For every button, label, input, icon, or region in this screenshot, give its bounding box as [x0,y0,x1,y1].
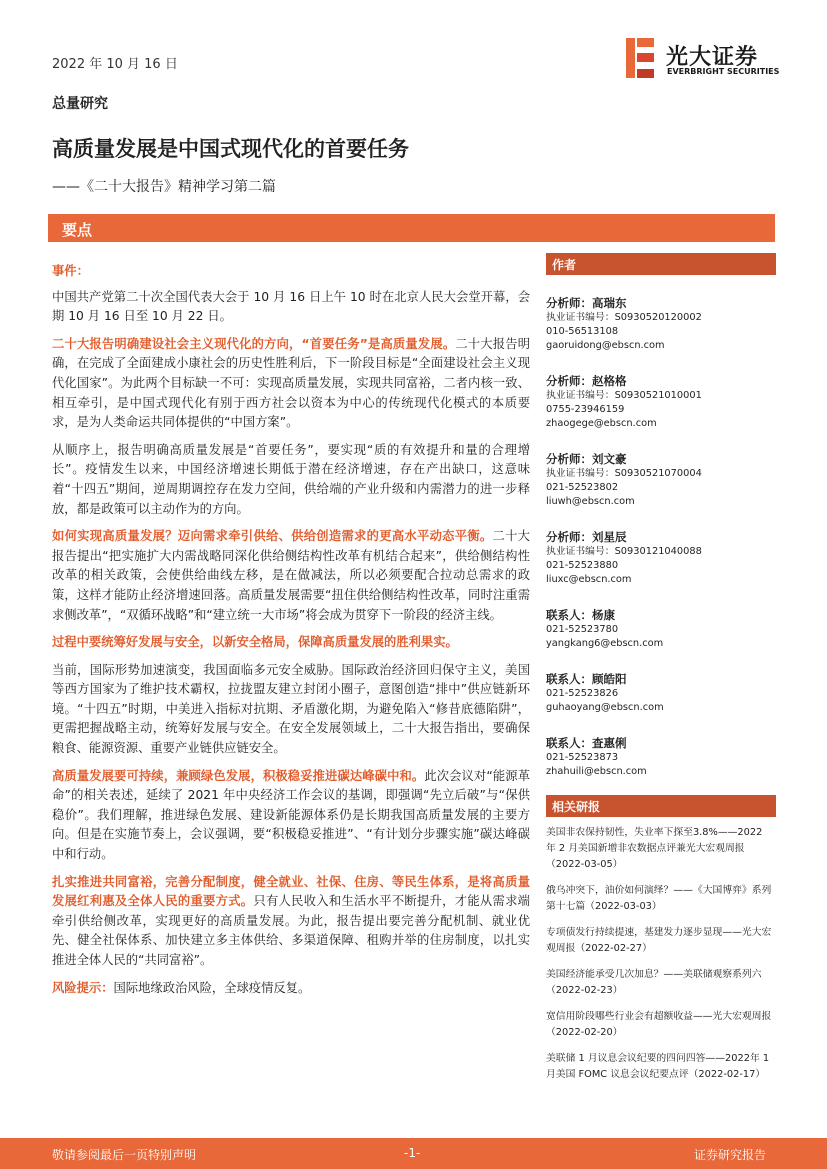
author-email[interactable]: liuxc@ebscn.com [546,574,632,585]
report-date: 2022 年 10 月 16 日 [52,57,178,72]
author-role: 分析师：赵格格 [546,374,627,388]
paragraph-5-heading: 高质量发展要可持续，兼顾绿色发展，积极稳妥推进碳达峰碳中和。 [52,768,425,783]
author-phone: 021-52523880 [546,560,619,571]
page-number: -1- [404,1146,421,1160]
author-role: 分析师：刘星辰 [546,530,627,544]
author-cert: 执业证书编号：S0930520120002 [546,312,702,323]
paragraph-3-heading: 如何实现高质量发展？迈向需求牵引供给、供给创造需求的更高水平动态平衡。 [52,529,493,544]
paragraph-2: 从顺序上，报告明确高质量发展是“首要任务”，要实现“质的有效提升和量的合理增长”。疫情发生以来，中国经济增速长期低于潜在经济增速，存在产出缺口，这意味着“十四五”期间，逆周期调控存在发力空间，供给端的产业升级和内需潜力的进一步释放，都是政策可以主动作为的方向。 [52,442,530,516]
risk-text: 国际地缘政治风险，全球疫情反复。 [113,980,311,995]
contact-role: 联系人：顾皓阳 [546,672,627,686]
report-title: 高质量发展是中国式现代化的首要任务 [52,137,409,161]
logo-english-name: EVERBRIGHT SECURITIES [667,67,780,76]
related-report-link[interactable]: 宽信用阶段哪些行业会有超额收益——光大宏观周报（2022-02-20） [546,1011,772,1038]
footer-report-type: 证券研究报告 [694,1148,767,1162]
contact-phone: 021-52523826 [546,688,619,699]
author-entry [546,451,776,509]
paragraph-3 [52,527,530,625]
everbright-logo-icon [626,38,654,78]
main-content [52,262,530,1006]
author-phone: 010-56513108 [546,326,619,337]
related-report-link[interactable]: 美国经济能承受几次加息？——美联储观察系列六（2022-02-23） [546,969,762,996]
contact-role: 联系人：杨康 [546,608,615,622]
authors-header: 作者 [546,253,776,275]
author-email[interactable]: zhaogege@ebscn.com [546,418,657,429]
paragraph-6 [52,873,530,971]
author-phone: 021-52523802 [546,482,619,493]
sidebar [546,253,776,1083]
risk-warning [52,979,530,999]
contact-phone: 021-52523780 [546,624,619,635]
contact-entry [546,671,776,715]
paragraph-5-body: 此次会议对“能源革命”的相关表述，延续了 2021 年中央经济工作会议的基调，即强调“先立后破”与“保供稳价”。我们理解，推进绿色发展、建设新能源体系仍是长期我国高质量发展的主要方向。但是在实施节奏上，会议强调，要“积极稳妥推进”、“有计划分步骤实施”碳达峰碳中和行动。 [52,768,530,862]
author-cert: 执业证书编号：S0930521070004 [546,468,702,479]
paragraph-4-body: 当前，国际形势加速演变，我国面临多元安全威胁。国际政治经济回归保守主义，美国等西方国家为了维护技术霸权，拉拢盟友建立封闭小圈子，意图创造“排中”供应链新环境。“十四五”时期，中美进入指标对抗期、矛盾激化期，为避免陷入“修昔底德陷阱”，更需把握战略主动，统筹好发展与安全。在安全发展领域上，二十大报告指出，要确保粮食、能源资源、重要产业链供应链安全。 [52,662,530,756]
author-email[interactable]: gaoruidong@ebscn.com [546,340,665,351]
paragraph-1-body: 二十大报告明确，在完成了全面建成小康社会的历史性胜利后，下一阶段目标是“全面建设社会主义现代化国家”。为此两个目标缺一不可：实现高质量发展，实现共同富裕，二者内核一致、相互牵引，是中国式现代化有别于西方社会以资本为中心的传统现代化模式的本质要求，是为人类命运共同体提供的“中国方案”。 [52,336,530,430]
report-subtitle: ——《二十大报告》精神学习第二篇 [52,179,276,195]
related-report-link[interactable]: 美联储 1 月议息会议纪要的四问四答——2022年 1 月美国 FOMC 议息会议纪要点评（2022-02-17） [546,1053,770,1080]
related-report-link[interactable]: 专项债发行持续提速，基建发力逐步显现——光大宏观周报（2022-02-27） [546,927,772,954]
author-role: 分析师：刘文豪 [546,452,627,466]
paragraph-3-body: 二十大报告提出“把实施扩大内需战略同深化供给侧结构性改革有机结合起来”，供给侧结构性改革的相关政策，会使供给曲线左移，是在做减法，所以必须要配合拉动总需求的政策，这样才能防止经济增速回落。高质量发展需要“扭住供给侧结构性改革，同时注重需求侧改革”，“双循环战略”和“建立统一大市场”将会成为贯穿下一阶段的经济主线。 [52,529,530,622]
key-points-bar [48,214,775,242]
author-entry [546,295,776,353]
event-text: 中国共产党第二十次全国代表大会于 10 月 16 日上午 10 时在北京人民大会堂开幕，会期 10 月 16 日至 10 月 22 日。 [52,289,530,324]
risk-label: 风险提示： [52,980,114,995]
author-role: 分析师：高瑞东 [546,296,627,310]
event-label: 事件： [52,264,89,278]
author-phone: 0755-23946159 [546,404,625,415]
contact-role: 联系人：查惠俐 [546,736,627,750]
author-cert: 执业证书编号：S0930521010001 [546,390,702,401]
paragraph-4-heading: 过程中要统筹好发展与安全，以新安全格局，保障高质量发展的胜利果实。 [52,635,458,650]
footer-disclaimer: 敬请参阅最后一页特别声明 [52,1148,197,1162]
paragraph-1 [52,335,530,433]
contact-email[interactable]: zhahuili@ebscn.com [546,766,647,777]
paragraph-5 [52,767,530,865]
paragraph-1-heading: 二十大报告明确建设社会主义现代化的方向，“首要任务”是高质量发展。 [52,336,456,351]
logo-chinese-name: 光大证券 [666,45,759,70]
paragraph-6-body: 只有人民收入和生活水平不断提升，才能从需求端牵引供给侧改革，实现更好的高质量发展。为此，报告提出要完善分配机制、就业优先、健全社保体系、加快建立多主体供给、多渠道保障、租购并举的住房制度，以扎实推进全体人民的“共同富裕”。 [52,894,530,967]
author-email[interactable]: liuwh@ebscn.com [546,496,635,507]
related-report-link[interactable]: 俄乌冲突下，油价如何演绎？——《大国博弈》系列第十七篇（2022-03-03） [546,885,772,912]
contact-phone: 021-52523873 [546,752,619,763]
paragraph-6-heading: 扎实推进共同富裕，完善分配制度，健全就业、社保、住房、等民生体系，是将高质量发展红利惠及全体人民的重要方式。 [52,874,530,909]
author-entry [546,373,776,431]
contact-email[interactable]: yangkang6@ebscn.com [546,638,664,649]
author-cert: 执业证书编号：S0930121040088 [546,546,702,557]
key-points-label: 要点 [62,221,93,239]
contact-email[interactable]: guhaoyang@ebscn.com [546,702,664,713]
report-category: 总量研究 [52,96,108,112]
related-reports-header: 相关研报 [546,795,776,817]
contact-entry [546,607,776,651]
related-report-link[interactable]: 美国非农保持韧性，失业率下探至3.8%——2022 年 2 月美国新增非农数据点评兼光大宏观周报（2022-03-05） [546,827,763,870]
contact-entry [546,735,776,779]
author-entry [546,529,776,587]
brand-logo [626,38,780,82]
